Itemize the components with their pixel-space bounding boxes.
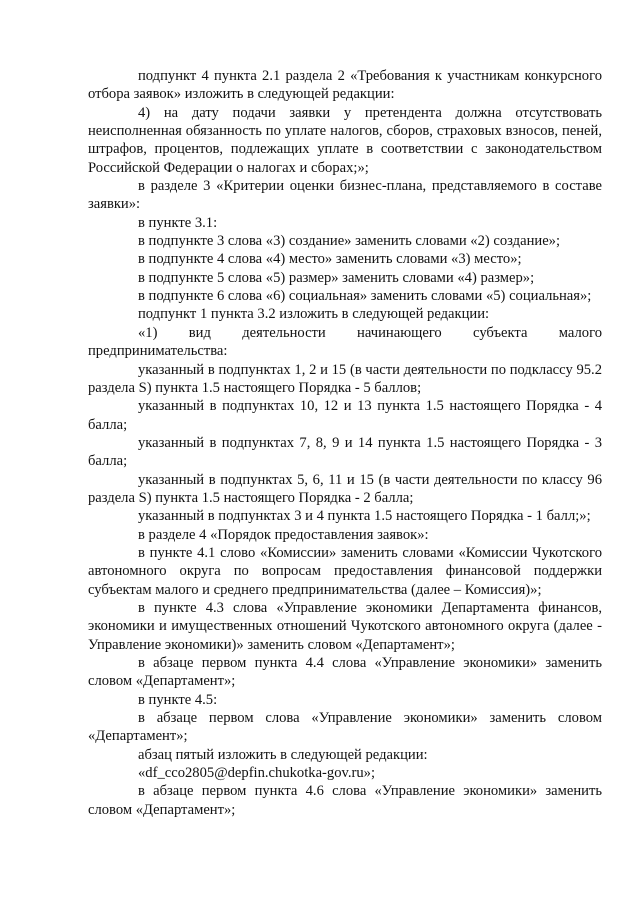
paragraph: подпункт 1 пункта 3.2 изложить в следующей редакции: — [138, 306, 490, 323]
paragraph: в пункте 4.3 слова «Управление экономики Департамента финансов, экономики и имущественных отношений Чукотского автономного округа (далее - Управление экономики)» заменить словом «Департамент»; — [88, 599, 602, 653]
paragraph: в пункте 4.5: — [138, 691, 218, 708]
paragraph: указанный в подпунктах 3 и 4 пункта 1.5 настоящего Порядка - 1 балл;»; — [138, 508, 591, 525]
paragraph: в абзаце первом пункта 4.6 слова «Управление экономики» заменить словом «Департамент»; — [88, 783, 602, 818]
paragraph: указанный в подпунктах 1, 2 и 15 (в части деятельности по подклассу 95.2 раздела S) пункта 1.5 настоящего Порядка - 5 баллов; — [88, 361, 602, 396]
paragraph: в разделе 3 «Критерии оценки бизнес-плана, представляемого в составе заявки»: — [88, 178, 602, 213]
paragraph: указанный в подпунктах 10, 12 и 13 пункта 1.5 настоящего Порядка - 4 балла; — [88, 398, 602, 433]
paragraph: 4) на дату подачи заявки у претендента должна отсутствовать неисполненная обязанность по уплате налогов, сборов, страховых взносов, пеней, штрафов, процентов, подлежащих уплате в соответствии с законодательством Российской Федерации о налогах и сборах;»; — [88, 104, 602, 176]
document-body — [88, 67, 602, 819]
paragraph: в абзаце первом слова «Управление экономики» заменить словом «Департамент»; — [88, 710, 602, 745]
paragraph: указанный в подпунктах 7, 8, 9 и 14 пункта 1.5 настоящего Порядка - 3 балла; — [88, 434, 602, 470]
paragraph: в пункте 4.1 слово «Комиссии» заменить словами «Комиссии Чукотского автономного округа по вопросам предоставления финансовой поддержки субъектам малого и среднего предпринимательства (далее – Комиссия)»; — [88, 544, 602, 598]
paragraph: в пункте 3.1: — [138, 214, 218, 231]
paragraph: в подпункте 4 слова «4) место» заменить словами «3) место»; — [138, 251, 522, 268]
paragraph: «1) вид деятельности начинающего субъекта малого предпринимательства: — [88, 324, 602, 360]
paragraph: подпункт 4 пункта 2.1 раздела 2 «Требования к участникам конкурсного отбора заявок» изложить в следующей редакции: — [88, 68, 602, 103]
paragraph: в подпункте 3 слова «3) создание» заменить словами «2) создание»; — [138, 233, 561, 250]
paragraph: в разделе 4 «Порядок предоставления заявок»: — [138, 526, 429, 543]
paragraph: указанный в подпунктах 5, 6, 11 и 15 (в части деятельности по классу 96 раздела S) пункта 1.5 настоящего Порядка - 2 балла; — [88, 471, 602, 506]
paragraph: абзац пятый изложить в следующей редакции: — [138, 746, 428, 763]
paragraph: в подпункте 5 слова «5) размер» заменить словами «4) размер»; — [138, 269, 535, 286]
paragraph: в абзаце первом пункта 4.4 слова «Управление экономики» заменить словом «Департамент»; — [88, 655, 602, 690]
paragraph: «df_cco2805@depfin.chukotka-gov.ru»; — [138, 765, 376, 782]
paragraph: в подпункте 6 слова «6) социальная» заменить словами «5) социальная»; — [138, 288, 592, 305]
